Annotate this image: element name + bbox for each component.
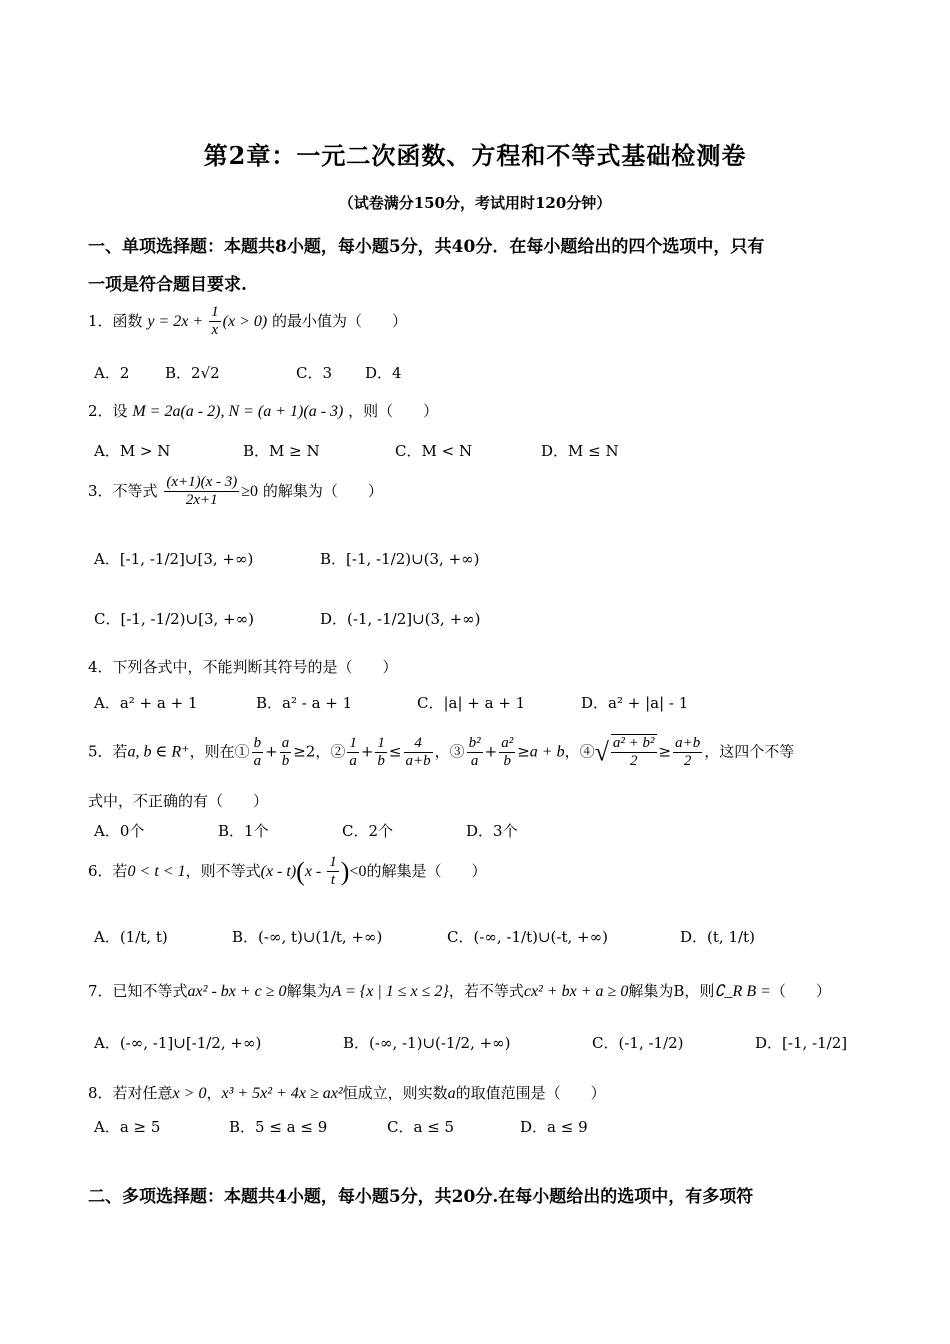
q2-expression: M = 2a(a - 2), N = (a + 1)(a - 3) <box>132 403 344 420</box>
question-5: 5．若a, b ∈ R⁺，则在① $\frac{b}{a}$ + $\frac{a}{b}$ ≥2，② $\frac{1}{a}$ + $\frac{1}{b}$ ≤ $\frac{4}{a+b}$ ，③ $\frac{\text{b²}}{a}$ + $\frac{\text{a²}}{b}$ ≥a + b，④√ $\frac{\text{a² + b²}}{2}$ ≥ $\frac{a+b}{2}$ ，这四个不等 <box>88 734 795 770</box>
q8-condition: x > 0 <box>172 1085 207 1102</box>
question-6: 6．若0 < t < 1，则不等式(x - t)(x - $\frac{1}{t}$ )<0的解集是（ ） <box>88 854 487 889</box>
q7-expr1: ax² - bx + c ≥ 0 <box>187 983 287 1000</box>
q5-option-b[interactable]: B．1个 <box>218 822 269 840</box>
q1-stem-a: 1．函数 <box>88 311 143 330</box>
q1-option-b[interactable]: B．2√2 <box>165 364 220 382</box>
q2-stem-b: ，则（ ） <box>348 402 439 420</box>
q8-option-c[interactable]: C．a ≤ 5 <box>387 1118 455 1136</box>
q7-complement: ∁_R B = <box>714 983 771 1000</box>
q4-option-c[interactable]: C．|a| + a + 1 <box>417 694 526 712</box>
q8-variable: a <box>447 1085 456 1102</box>
q3-option-d[interactable]: D．(-1, -1/2]∪(3, +∞) <box>320 610 481 628</box>
q3-option-b[interactable]: B．[-1, -1/2)∪(3, +∞) <box>320 550 480 568</box>
q5-stem-b: ，则在 <box>189 742 235 761</box>
q5-stem-a: 5．若 <box>88 742 128 761</box>
q8-stem-c: 的取值范围是（ ） <box>455 1084 606 1102</box>
q2-option-c[interactable]: C．M < N <box>395 442 473 460</box>
q6-stem-b: ，则不等式 <box>185 861 261 880</box>
q5-option-c[interactable]: C．2个 <box>342 822 394 840</box>
q1-option-c[interactable]: C．3 <box>296 364 333 382</box>
q5-option-d[interactable]: D．3个 <box>466 822 518 840</box>
q6-option-a[interactable]: A．(1/t, t) <box>94 928 168 946</box>
q7-option-a[interactable]: A．(-∞, -1]∪[-1/2, +∞) <box>94 1034 262 1052</box>
q7-stem-c: ，若不等式 <box>448 982 524 1000</box>
q2-option-d[interactable]: D．M ≤ N <box>541 442 619 460</box>
q7-stem-e: （ ） <box>770 982 831 1000</box>
section1-heading-line2: 一项是符合题目要求. <box>88 275 247 295</box>
q2-option-a[interactable]: A．M > N <box>94 442 171 460</box>
q5-line2: 式中，不正确的有（ ） <box>88 792 269 810</box>
question-4: 4．下列各式中，不能判断其符号的是（ ） <box>88 658 398 676</box>
q2-option-b[interactable]: B．M ≥ N <box>243 442 320 460</box>
question-3: 3．不等式 $\frac{(x+1)(x - 3)}{2x+1}$ ≥0 的解集为（ ） <box>88 474 383 509</box>
q6-option-d[interactable]: D．(t, 1/t) <box>680 928 755 946</box>
q5-option-a[interactable]: A．0个 <box>94 822 145 840</box>
q1-option-d[interactable]: D．4 <box>365 364 402 382</box>
q8-option-a[interactable]: A．a ≥ 5 <box>94 1118 161 1136</box>
q8-option-d[interactable]: D．a ≤ 9 <box>520 1118 588 1136</box>
q8-expression: x³ + 5x² + 4x ≥ ax² <box>221 1085 343 1102</box>
q3-option-a[interactable]: A．[-1, -1/2]∪[3, +∞) <box>94 550 254 568</box>
q6-option-b[interactable]: B．(-∞, t)∪(1/t, +∞) <box>232 928 383 946</box>
q2-stem-a: 2．设 <box>88 402 128 420</box>
q6-stem-c: 的解集是（ ） <box>366 861 487 880</box>
q5-condition: a, b ∈ R⁺ <box>127 743 190 761</box>
q1-option-a[interactable]: A．2 <box>94 364 130 382</box>
q5-stem-c: ，这四个不等 <box>704 742 795 761</box>
q8-option-b[interactable]: B．5 ≤ a ≤ 9 <box>229 1118 328 1136</box>
q8-stem-b: 恒成立，则实数 <box>342 1084 448 1102</box>
q4-option-d[interactable]: D．a² + |a| - 1 <box>581 694 689 712</box>
q7-stem-d: 解集为B，则 <box>628 982 715 1000</box>
q8-stem-a: 8．若对任意 <box>88 1084 173 1102</box>
q6-condition: 0 < t < 1 <box>127 862 186 880</box>
q7-option-b[interactable]: B．(-∞, -1)∪(-1/2, +∞) <box>343 1034 511 1052</box>
question-1: 1．函数 y = 2x + $\frac{1}{x}$ (x > 0) 的最小值为（ ） <box>88 304 407 339</box>
q4-option-a[interactable]: A．a² + a + 1 <box>94 694 198 712</box>
q7-stem-a: 7．已知不等式 <box>88 982 188 1000</box>
question-8: 8．若对任意x > 0，x³ + 5x² + 4x ≥ ax²恒成立，则实数a的取值范围是（ ） <box>88 1084 606 1102</box>
q7-option-c[interactable]: C．(-1, -1/2) <box>592 1034 684 1052</box>
question-2 <box>88 400 438 421</box>
q3-stem-a: 3．不等式 <box>88 481 158 500</box>
q3-stem-b: 的解集为（ ） <box>262 481 383 500</box>
q4-option-b[interactable]: B．a² - a + 1 <box>256 694 353 712</box>
q7-stem-b: 解集为 <box>286 982 332 1000</box>
q7-expr2: cx² + bx + a ≥ 0 <box>523 983 629 1000</box>
q6-stem-a: 6．若 <box>88 861 128 880</box>
q7-set-a: A = {x | 1 ≤ x ≤ 2} <box>331 983 449 1000</box>
q3-option-c[interactable]: C．[-1, -1/2)∪[3, +∞) <box>94 610 254 628</box>
q6-option-c[interactable]: C．(-∞, -1/t)∪(-t, +∞) <box>447 928 608 946</box>
question-7 <box>88 980 831 1001</box>
page-title: 第2章：一元二次函数、方程和不等式基础检测卷 <box>203 141 747 170</box>
page-subtitle: （试卷满分150分，考试用时120分钟） <box>338 194 612 212</box>
q7-option-d[interactable]: D．[-1, -1/2] <box>755 1034 848 1052</box>
section2-heading-line1: 二、多项选择题：本题共4小题，每小题5分，共20分.在每小题给出的选项中，有多项符 <box>88 1187 754 1207</box>
section1-heading-line1: 一、单项选择题：本题共8小题，每小题5分，共40分．在每小题给出的四个选项中，只有 <box>88 237 765 257</box>
q1-stem-b: 的最小值为（ ） <box>271 311 407 330</box>
